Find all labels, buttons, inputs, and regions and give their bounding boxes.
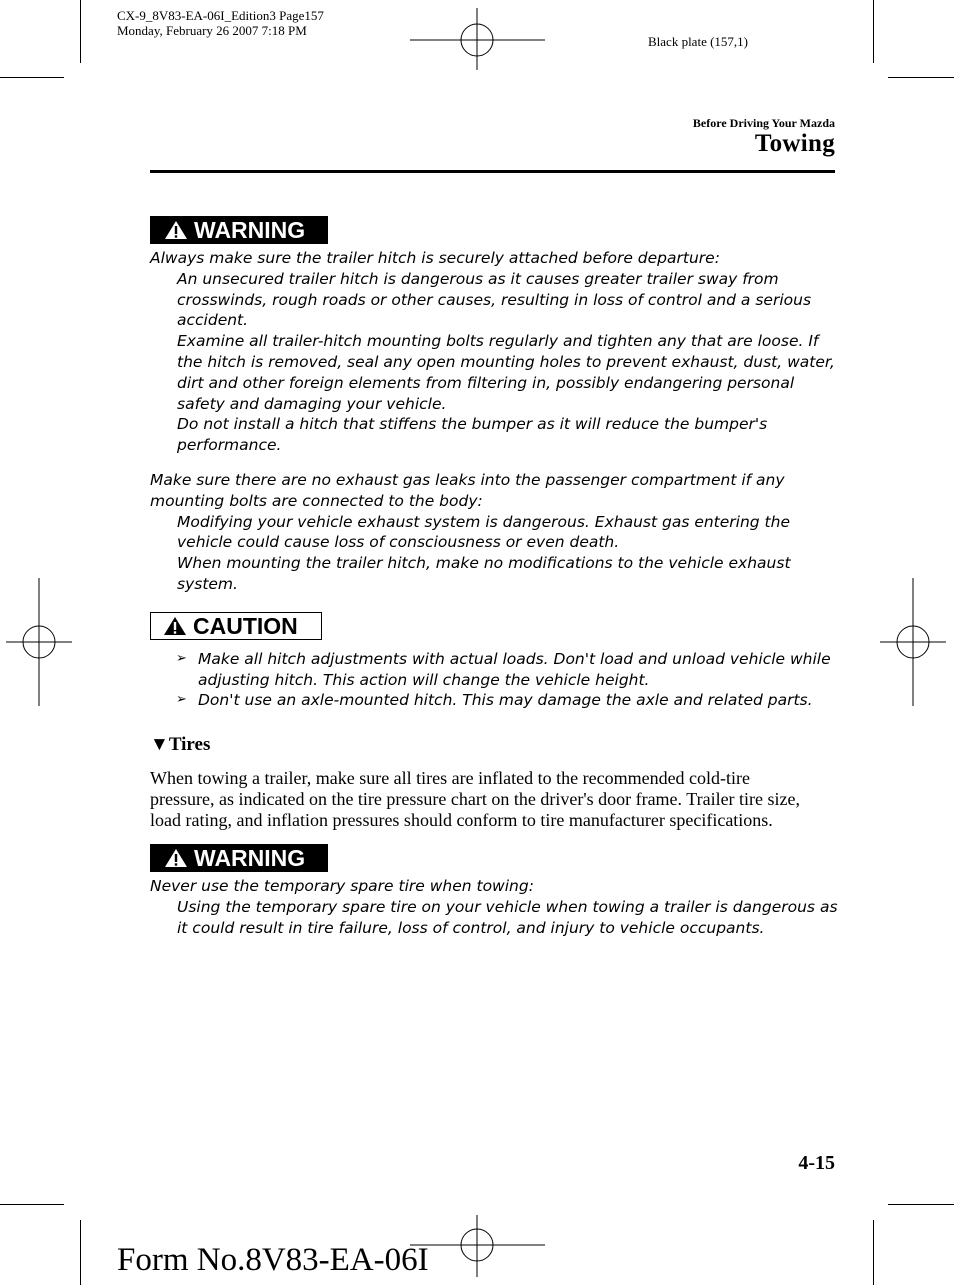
text-line: An unsecured trailer hitch is dangerous as it causes greater trailer sway from	[177, 269, 779, 288]
registration-mark-right	[880, 578, 946, 706]
slug-line-2: Monday, February 26 2007 7:18 PM	[117, 23, 307, 38]
slug-plate: Black plate (157,1)	[648, 34, 748, 49]
warning-badge	[150, 216, 328, 244]
text-line: Examine all trailer-hitch mounting bolts regularly and tighten any that are loose. If	[177, 332, 819, 351]
text-line: Do not install a hitch that stiffens the bumper as it will reduce the bumper's	[177, 415, 768, 434]
page-title: Towing	[754, 130, 835, 157]
warning-heading	[150, 470, 850, 512]
caution-badge	[150, 612, 322, 640]
warning-paragraph	[150, 512, 850, 554]
text-line: When towing a trailer, make sure all tires are inflated to the recommended cold-tire	[150, 768, 751, 788]
tires-body	[150, 768, 850, 831]
warning-label: WARNING	[194, 217, 306, 243]
slug-line-1: CX-9_8V83-EA-06I_Edition3 Page157	[117, 8, 324, 23]
text-line: system.	[177, 574, 238, 593]
text-line: adjusting hitch. This action will change the vehicle height.	[198, 670, 650, 689]
text-line: dirt and other foreign elements from filtering in, possibly endangering personal	[177, 373, 795, 392]
warning-label: WARNING	[194, 845, 306, 871]
text-line: Make all hitch adjustments with actual loads. Don't load and unload vehicle while	[198, 650, 831, 668]
warning-paragraph	[150, 414, 850, 456]
warning-2-content	[150, 876, 850, 938]
text-line: vehicle could cause loss of consciousness or even death.	[177, 533, 620, 552]
warning-heading: Always make sure the trailer hitch is securely attached before departure:	[150, 249, 720, 267]
warning-1-content-2	[150, 470, 850, 595]
form-number: Form No.8V83-EA-06I	[117, 1242, 429, 1278]
tires-heading-text: Tires	[168, 734, 211, 755]
caution-bullet-text	[198, 690, 813, 711]
caution-triangle-icon	[163, 616, 187, 636]
warning-paragraph	[150, 897, 850, 939]
text-line: load rating, and inflation pressures should conform to tire manufacturer specifications.	[150, 810, 773, 830]
caution-bullet-text	[198, 649, 831, 691]
text-line: crosswinds, rough roads or other causes, resulting in loss of control and a serious	[177, 290, 812, 309]
warning-paragraph	[150, 269, 850, 331]
registration-mark-top	[410, 8, 545, 70]
registration-mark-left	[6, 578, 72, 706]
warning-badge-2	[150, 844, 328, 872]
arrow-bullet-icon: ➢	[176, 651, 187, 666]
warning-paragraph	[150, 331, 850, 414]
warning-triangle-icon	[164, 220, 188, 240]
caution-bullet	[176, 649, 841, 691]
triangle-down-marker-icon: ▼	[150, 734, 169, 755]
text-line: safety and damaging your vehicle.	[177, 394, 447, 413]
tires-heading	[150, 734, 210, 756]
text-line: Make sure there are no exhaust gas leaks into the passenger compartment if any	[150, 471, 785, 489]
registration-mark-bottom	[410, 1215, 545, 1277]
arrow-bullet-icon: ➢	[176, 692, 187, 707]
warning-1-content	[150, 248, 850, 456]
slug-file-info	[117, 8, 324, 38]
text-line: Using the temporary spare tire on your vehicle when towing a trailer is dangerous as	[177, 897, 838, 916]
text-line: the hitch is removed, seal any open mounting holes to prevent exhaust, dust, water,	[177, 352, 835, 371]
header-rule	[150, 170, 835, 173]
text-line: pressure, as indicated on the tire pressure chart on the driver's door frame. Trailer tire size,	[150, 789, 801, 809]
text-line: performance.	[177, 436, 282, 455]
text-line: When mounting the trailer hitch, make no modifications to the vehicle exhaust	[177, 554, 791, 573]
warning-heading: Never use the temporary spare tire when towing:	[150, 877, 534, 895]
warning-paragraph	[150, 553, 850, 595]
text-line: Modifying your vehicle exhaust system is dangerous. Exhaust gas entering the	[177, 512, 790, 531]
page-number: 4-15	[798, 1152, 835, 1174]
text-line: it could result in tire failure, loss of control, and injury to vehicle occupants.	[177, 918, 765, 937]
caution-label: CAUTION	[193, 613, 298, 639]
section-name: Before Driving Your Mazda	[692, 116, 835, 130]
text-line: mounting bolts are connected to the body:	[150, 491, 483, 510]
text-line: Don't use an axle-mounted hitch. This may damage the axle and related parts.	[198, 691, 813, 709]
warning-triangle-icon	[164, 848, 188, 868]
text-line: accident.	[177, 311, 249, 330]
caution-bullet	[176, 690, 841, 711]
